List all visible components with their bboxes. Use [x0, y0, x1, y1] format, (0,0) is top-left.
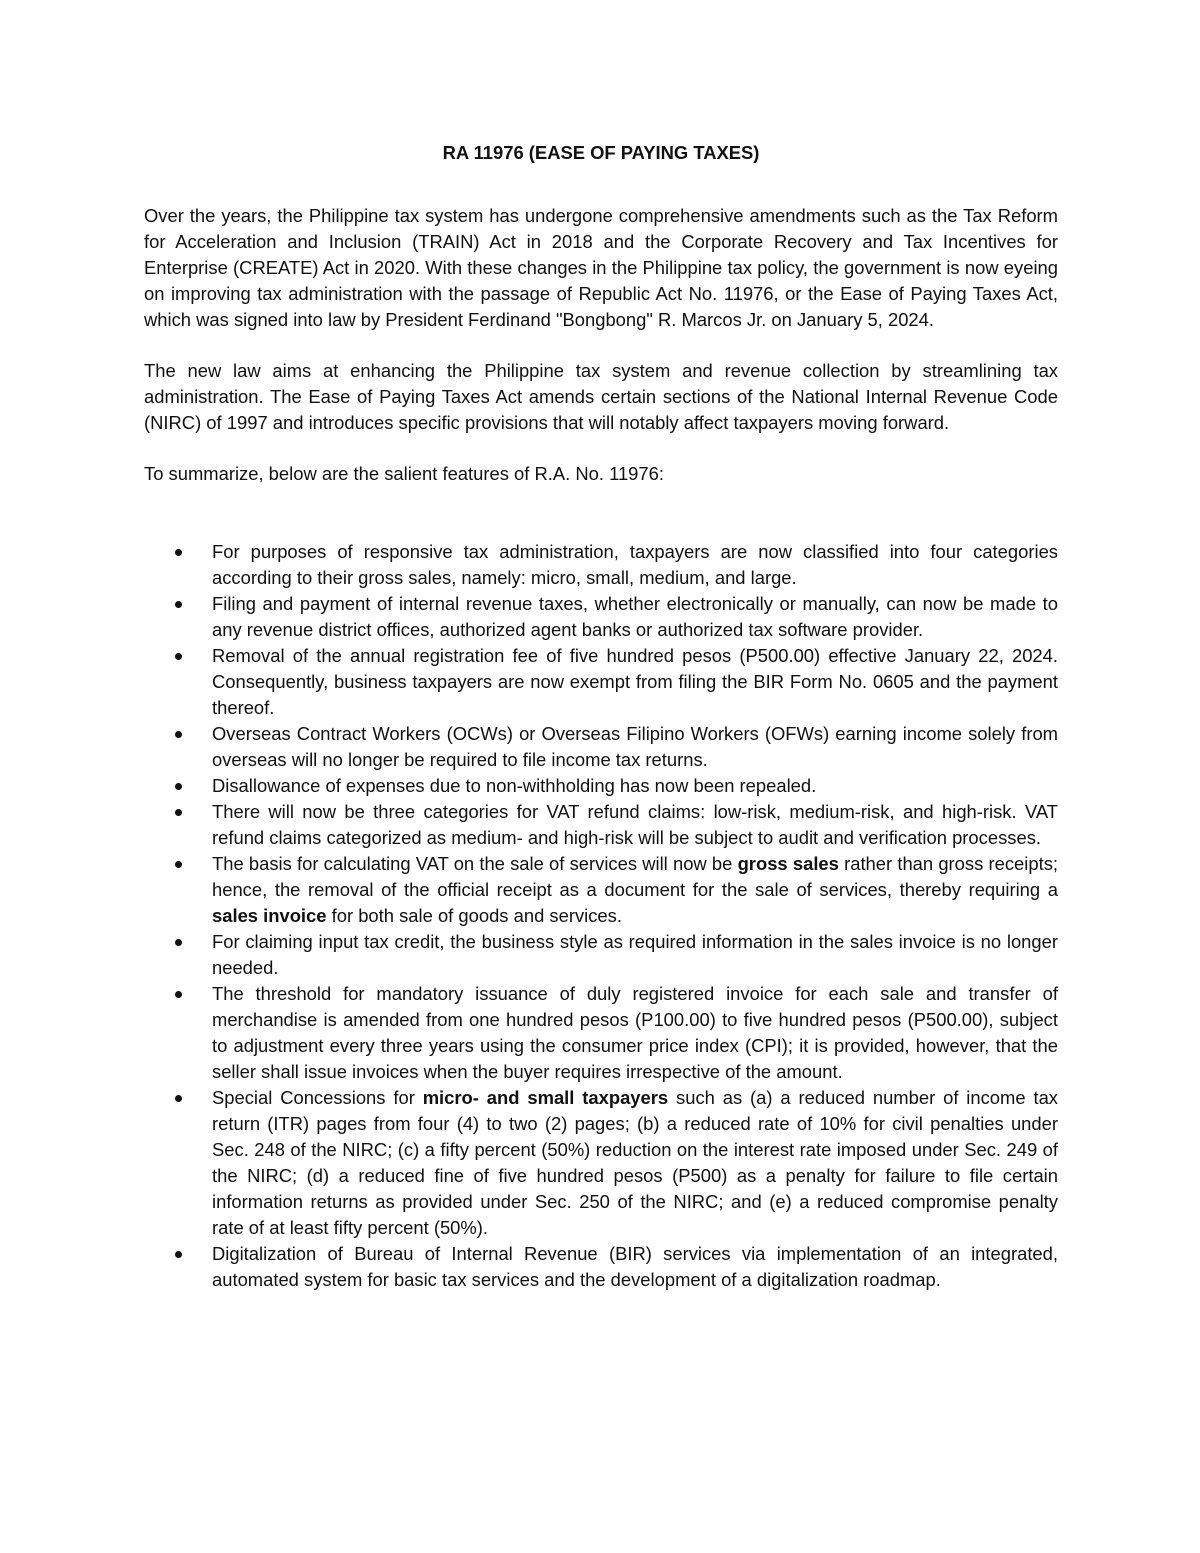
bullet-icon	[175, 549, 182, 556]
text-segment: for both sale of goods and services.	[326, 905, 622, 926]
bullet-icon	[175, 783, 182, 790]
bullet-icon	[175, 601, 182, 608]
text-segment: such as (a) a reduced number of income tax return (ITR) pages from four (4) to two (2) pages; (b) a reduced rate of 10% for civil penalties under Sec. 248 of the NIRC; (c) a fifty percent (50%) reduction on the interest rate imposed under Sec. 249 of the NIRC; (d) a reduced fine of five hundred pesos (P500) as a penalty for failure to file certain information returns as provided under Sec. 250 of the NIRC; and (e) a reduced compromise penalty rate of at least fifty percent (50%).	[212, 1087, 1058, 1238]
bullet-icon	[175, 991, 182, 998]
bullet-icon	[175, 939, 182, 946]
document-title: RA 11976 (EASE OF PAYING TAXES)	[442, 142, 760, 163]
list-item	[144, 539, 1058, 591]
list-item	[144, 981, 1058, 1085]
summary-lead-paragraph: To summarize, below are the salient features of R.A. No. 11976:	[144, 463, 664, 484]
list-item	[144, 721, 1058, 773]
list-item	[144, 643, 1058, 721]
bullet-icon	[175, 731, 182, 738]
list-item-text: There will now be three categories for VAT refund claims: low-risk, medium-risk, and high-risk. VAT refund claims categorized as medium- and high-risk will be subject to audit and verification processes.	[212, 801, 1058, 848]
list-item-text: Overseas Contract Workers (OCWs) or Overseas Filipino Workers (OFWs) earning income solely from overseas will no longer be required to file income tax returns.	[212, 723, 1058, 770]
list-item-text: Filing and payment of internal revenue taxes, whether electronically or manually, can now be made to any revenue district offices, authorized agent banks or authorized tax software provider.	[212, 593, 1058, 640]
list-item-text: Digitalization of Bureau of Internal Revenue (BIR) services via implementation of an integrated, automated system for basic tax services and the development of a digitalization roadmap.	[212, 1243, 1058, 1290]
text-segment: Special Concessions for	[212, 1087, 423, 1108]
list-item-text: The threshold for mandatory issuance of duly registered invoice for each sale and transfer of merchandise is amended from one hundred pesos (P100.00) to five hundred pesos (P500.00), subject to adjustment every three years using the consumer price index (CPI); it is provided, however, that the seller shall issue invoices when the buyer requires irrespective of the amount.	[212, 983, 1058, 1082]
list-item	[144, 929, 1058, 981]
bullet-icon	[175, 653, 182, 660]
bold-term-gross-sales: gross sales	[737, 853, 839, 874]
bullet-icon	[175, 1095, 182, 1102]
list-item-text: Removal of the annual registration fee of five hundred pesos (P500.00) effective January 22, 2024. Consequently, business taxpayers are now exempt from filing the BIR Form No. 0605 and the payment thereof.	[212, 645, 1058, 718]
list-item-text: For purposes of responsive tax administration, taxpayers are now classified into four categories according to their gross sales, namely: micro, small, medium, and large.	[212, 541, 1058, 588]
intro-paragraph: Over the years, the Philippine tax system has undergone comprehensive amendments such as the Tax Reform for Acceleration and Inclusion (TRAIN) Act in 2018 and the Corporate Recovery and Tax Incentives for Enterprise (CREATE) Act in 2020. With these changes in the Philippine tax policy, the government is now eyeing on improving tax administration with the passage of Republic Act No. 11976, or the Ease of Paying Taxes Act, which was signed into law by President Ferdinand "Bongbong" R. Marcos Jr. on January 5, 2024.	[144, 205, 1058, 330]
list-item-text: Disallowance of expenses due to non-withholding has now been repealed.	[212, 775, 817, 796]
bullet-icon	[175, 1251, 182, 1258]
salient-features-list	[144, 539, 1058, 1293]
list-item	[144, 799, 1058, 851]
text-segment: rather than gross receipts; hence, the removal of the official receipt as a document for the sale of services, thereby requiring a	[212, 853, 1059, 900]
bold-term-micro-small-taxpayers: micro- and small taxpayers	[422, 1087, 669, 1108]
list-item-text	[212, 853, 1058, 926]
bullet-icon	[175, 809, 182, 816]
list-item	[144, 1085, 1058, 1241]
bullet-icon	[175, 861, 182, 868]
text-segment: The basis for calculating VAT on the sale of services will now be	[212, 853, 738, 874]
law-aim-paragraph: The new law aims at enhancing the Philippine tax system and revenue collection by streamlining tax administration. The Ease of Paying Taxes Act amends certain sections of the National Internal Revenue Code (NIRC) of 1997 and introduces specific provisions that will notably affect taxpayers moving forward.	[144, 360, 1058, 433]
bold-term-sales-invoice: sales invoice	[212, 905, 327, 926]
list-item-text: For claiming input tax credit, the business style as required information in the sales invoice is no longer needed.	[212, 931, 1058, 978]
document-page	[144, 140, 1058, 1293]
list-item-text	[212, 1087, 1058, 1238]
list-item	[144, 1241, 1058, 1293]
list-item	[144, 591, 1058, 643]
list-item	[144, 773, 1058, 799]
list-item	[144, 851, 1058, 929]
